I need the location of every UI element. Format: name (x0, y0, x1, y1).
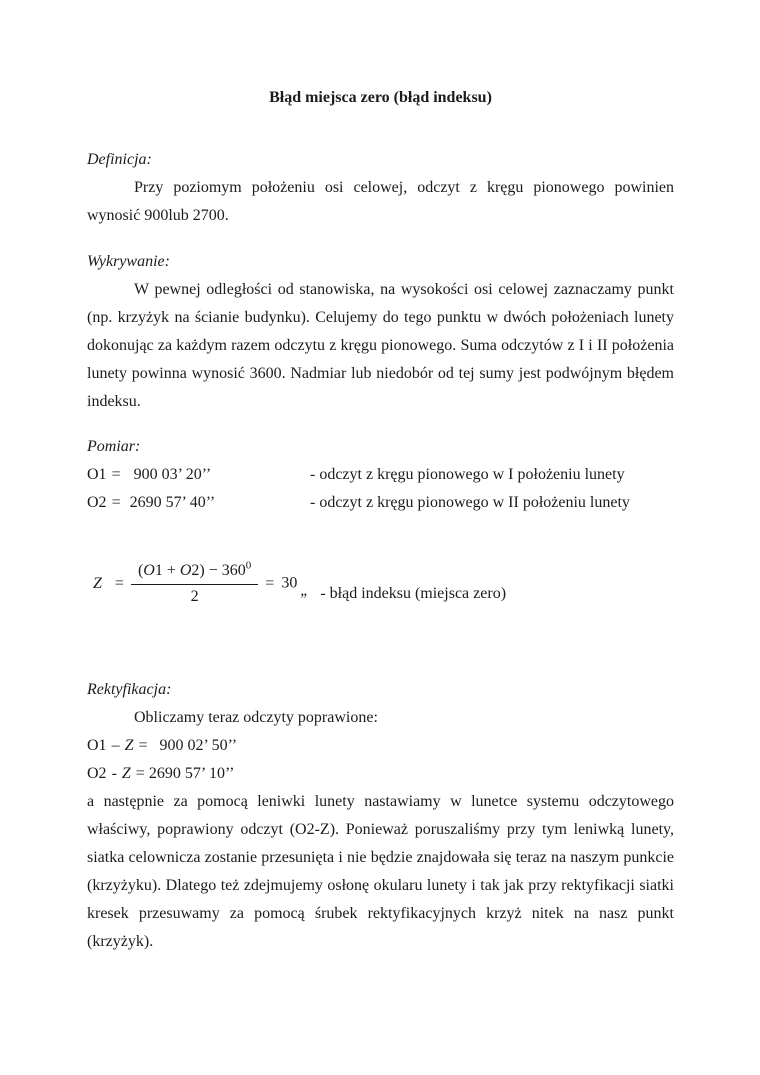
reading-o2-name: O2 (87, 494, 107, 511)
equals-sign: = (265, 574, 275, 592)
fraction-numerator (131, 559, 258, 585)
numerator-mid: 1 + (154, 562, 180, 579)
correction-row-o2 (87, 760, 674, 788)
minus-sign: – (111, 737, 120, 754)
numerator-tail: 2) − 360 (191, 562, 246, 579)
correction-o2-angle: 2690 57’ 10’’ (144, 765, 235, 782)
numerator-o1: O (143, 562, 155, 579)
correction-o2-name: O2 (87, 765, 107, 782)
wykrywanie-heading: Wykrywanie: (87, 253, 170, 270)
reading-o1-description: - odczyt z kręgu pionowego w I położeniu lunety (310, 466, 625, 483)
seconds-mark: ,, (300, 581, 307, 599)
numerator-open-paren: ( (137, 562, 144, 579)
reading-o1-angle: 900 03’ 20’’ (125, 466, 212, 483)
reading-o1-name: O1 (87, 466, 107, 483)
rektyfikacja-paragraph: a następnie za pomocą leniwki lunety nastawiamy w lunetce systemu odczytowego właściwy, poprawiony odczyt (O2-Z). Ponieważ poruszaliśmy przy tym leniwką lunety, siatka celownicza zostanie przesunięta i nie będzie znajdowała się teraz na naszym punkcie (krzyżyku). Dlatego też zdejmujemy osłonę okularu lunety i tak jak przy rektyfikacji siatki kresek przesuwamy za pomocą śrubek rektyfikacyjnych krzyż nitek na nasz punkt (krzyżyk). (87, 793, 674, 950)
equals-sign: = (111, 466, 121, 483)
formula-label: - błąd indeksu (miejsca zero) (320, 585, 507, 602)
equals-sign: = (138, 737, 148, 754)
numerator-o2: O (179, 562, 192, 579)
section-pomiar (87, 433, 674, 517)
definicja-heading: Definicja: (87, 151, 152, 168)
correction-variable: Z (124, 737, 134, 754)
reading-o2-description: - odczyt z kręgu pionowego w II położeniu lunety (310, 494, 630, 511)
rektyfikacja-intro: Obliczamy teraz odczyty poprawione: (134, 709, 378, 726)
fraction (131, 559, 258, 609)
pomiar-heading: Pomiar: (87, 438, 141, 455)
correction-o1-name: O1 (87, 737, 107, 754)
fraction-denominator: 2 (190, 588, 199, 605)
equals-sign: = (114, 574, 124, 592)
rektyfikacja-heading: Rektyfikacja: (87, 681, 172, 698)
reading-o2-value (87, 489, 310, 517)
reading-o1-value (87, 461, 310, 489)
definicja-paragraph: Przy poziomym położeniu osi celowej, odczyt z kręgu pionowego powinien wynosić 900lub 2700. (87, 179, 674, 224)
correction-row-o1 (87, 732, 674, 760)
correction-o1-angle: 900 02’ 50’’ (147, 737, 238, 754)
reading-row-o1 (87, 461, 674, 489)
section-wykrywanie (87, 248, 674, 416)
section-definicja (87, 146, 674, 230)
formula-variable: Z (93, 574, 102, 592)
equals-sign: = (135, 765, 145, 782)
index-error-formula (93, 559, 306, 609)
wykrywanie-paragraph: W pewnej odległości od stanowiska, na wysokości osi celowej zaznaczamy punkt (np. krzyżyk na ścianie budynku). Celujemy do tego punktu w dwóch położeniach lunety dokonując za każdym razem odczytu z kręgu pionowego. Suma odczytów z I i II położenia lunety powinna wynosić 3600. Nadmiar lub niedobór od tej sumy jest podwójnym błędem indeksu. (87, 281, 674, 410)
reading-o2-angle: 2690 57’ 40’’ (125, 494, 216, 511)
equals-sign: = (111, 494, 121, 511)
degree-superscript: 0 (245, 559, 252, 572)
reading-row-o2 (87, 489, 674, 517)
minus-sign: - (111, 765, 117, 782)
correction-variable: Z (121, 765, 131, 782)
document-title: Błąd miejsca zero (błąd indeksu) (269, 89, 492, 106)
formula-result: 30 (281, 574, 298, 592)
section-rektyfikacja (87, 676, 674, 956)
index-error-formula-row (87, 553, 674, 609)
